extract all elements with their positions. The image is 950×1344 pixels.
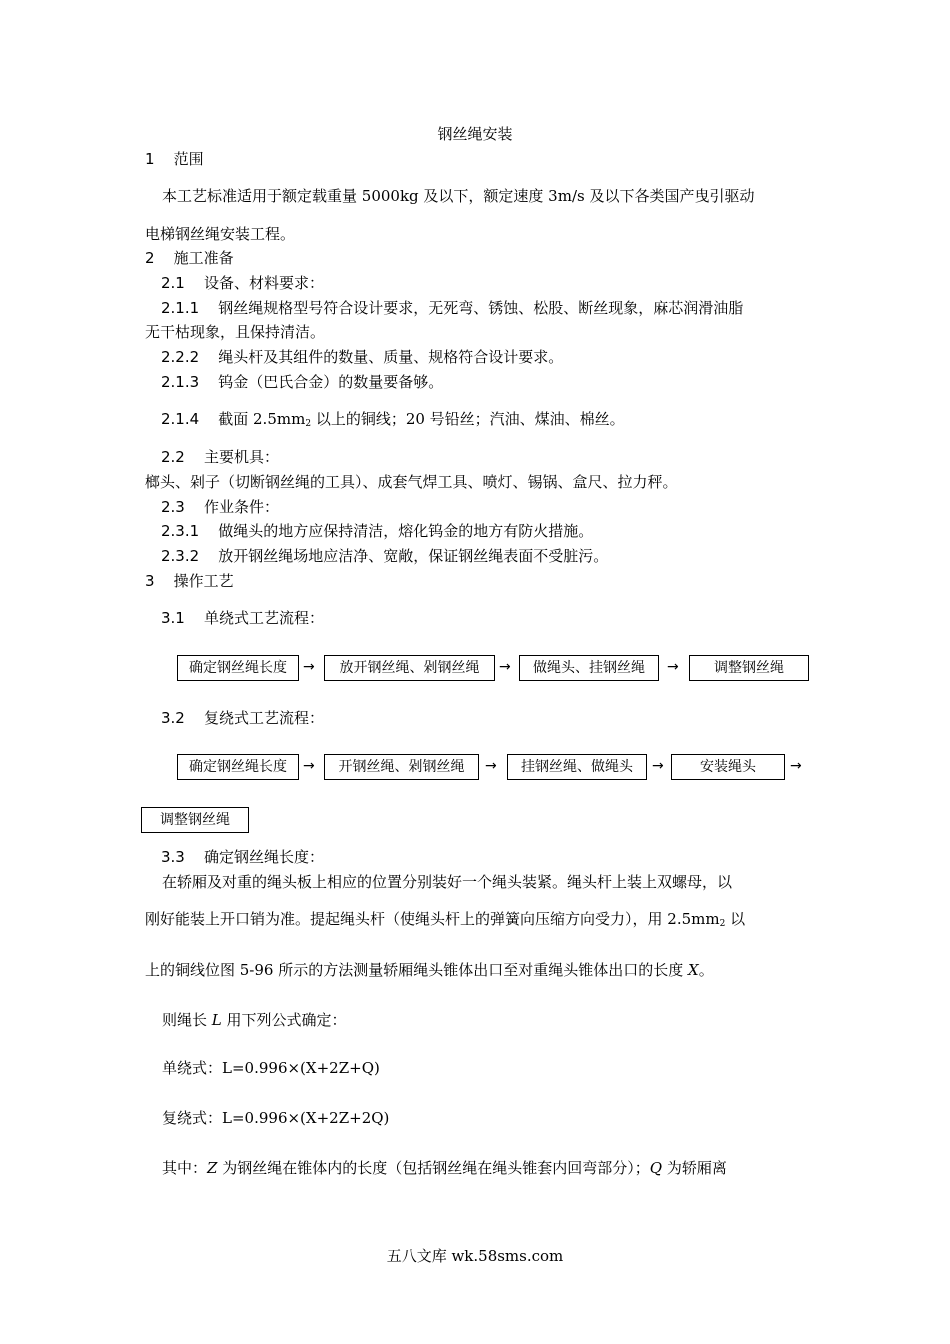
flow1-arrow-2: → (499, 659, 511, 675)
length-paragraph-line-3: 上的铜线位图 5-96 所示的方法测量轿厢绳头锥体出口至对重绳头锥体出口的长度 X。 (145, 961, 714, 979)
rope-length-rule: 则绳长 L 用下列公式确定： (162, 1011, 347, 1029)
formula-double-wrap: 复绕式：L=0.996×(X+2Z+2Q) (162, 1109, 390, 1127)
item-2-2: 2.2 主要机具： (161, 448, 279, 466)
flow2-arrow-2: → (485, 758, 497, 774)
length-paragraph-line-1: 在轿厢及对重的绳头板上相应的位置分别装好一个绳头装紧。绳头杆上装上双螺母，以 (162, 873, 733, 891)
flow1-step-1: 确定钢丝绳长度 (177, 655, 299, 681)
flow1-arrow-1: → (303, 659, 315, 675)
formula-explanation: 其中：Z 为钢丝绳在锥体内的长度（包括钢丝绳在绳头锥套内回弯部分）；Q 为轿厢离 (162, 1159, 727, 1177)
flow1-arrow-3: → (667, 659, 679, 675)
page-title: 钢丝绳安装 (437, 125, 513, 143)
item-2-1-1-continued: 无干枯现象，且保持清洁。 (145, 323, 326, 341)
flow2-step-5: 调整钢丝绳 (141, 807, 249, 833)
footer-watermark: 五八文库 wk.58sms.com (386, 1247, 564, 1265)
section-3-heading: 3 操作工艺 (145, 572, 234, 590)
item-2-3: 2.3 作业条件： (161, 498, 279, 516)
item-2-2-2: 2.2.2 绳头杆及其组件的数量、质量、规格符合设计要求。 (161, 348, 564, 366)
section-1-heading: 1 范围 (145, 150, 204, 168)
item-2-3-2: 2.3.2 放开钢丝绳场地应洁净、宽敞，保证钢丝绳表面不受脏污。 (161, 547, 609, 565)
item-3-3: 3.3 确定钢丝绳长度： (161, 848, 324, 866)
flow2-arrow-4: → (790, 758, 802, 774)
item-2-1: 2.1 设备、材料要求： (161, 274, 324, 292)
item-3-1: 3.1 单绕式工艺流程： (161, 609, 324, 627)
flow1-step-4: 调整钢丝绳 (689, 655, 809, 681)
flow1-step-2: 放开钢丝绳、剁钢丝绳 (324, 655, 495, 681)
section-2-heading: 2 施工准备 (145, 249, 234, 267)
item-2-1-4: 2.1.4 截面 $2.5mm_2$ 以上的铜线；20 号铅丝；汽油、煤油、棉丝。 (161, 410, 625, 429)
formula-single-wrap: 单绕式：L=0.996×(X+2Z+Q) (162, 1059, 380, 1077)
scope-paragraph-line-1: 本工艺标准适用于额定载重量 5000kg 及以下，额定速度 3m/s 及以下各类国产曳引驱动 (162, 187, 755, 205)
item-2-1-1: 2.1.1 钢丝绳规格型号符合设计要求，无死弯、锈蚀、松股、断丝现象，麻芯润滑油脂 (161, 299, 744, 317)
flow2-arrow-3: → (652, 758, 664, 774)
length-paragraph-line-2: 刚好能装上开口销为准。提起绳头杆（使绳头杆上的弹簧向压缩方向受力），用 $2.5mm_2$ 以 (145, 910, 746, 929)
item-2-1-3: 2.1.3 钨金（巴氏合金）的数量要备够。 (161, 373, 444, 391)
flow2-step-4: 安装绳头 (671, 754, 785, 780)
flow2-step-1: 确定钢丝绳长度 (177, 754, 299, 780)
scope-paragraph-line-2: 电梯钢丝绳安装工程。 (145, 225, 296, 243)
flow2-arrow-1: → (303, 758, 315, 774)
item-3-2: 3.2 复绕式工艺流程： (161, 709, 324, 727)
item-2-3-1: 2.3.1 做绳头的地方应保持清洁，熔化钨金的地方有防火措施。 (161, 522, 594, 540)
flow1-step-3: 做绳头、挂钢丝绳 (519, 655, 659, 681)
flow2-step-2: 开钢丝绳、剁钢丝绳 (324, 754, 479, 780)
item-2-2-continued: 榔头、剁子（切断钢丝绳的工具）、成套气焊工具、喷灯、锡锅、盒尺、拉力秤。 (145, 473, 678, 491)
flow2-step-3: 挂钢丝绳、做绳头 (507, 754, 647, 780)
